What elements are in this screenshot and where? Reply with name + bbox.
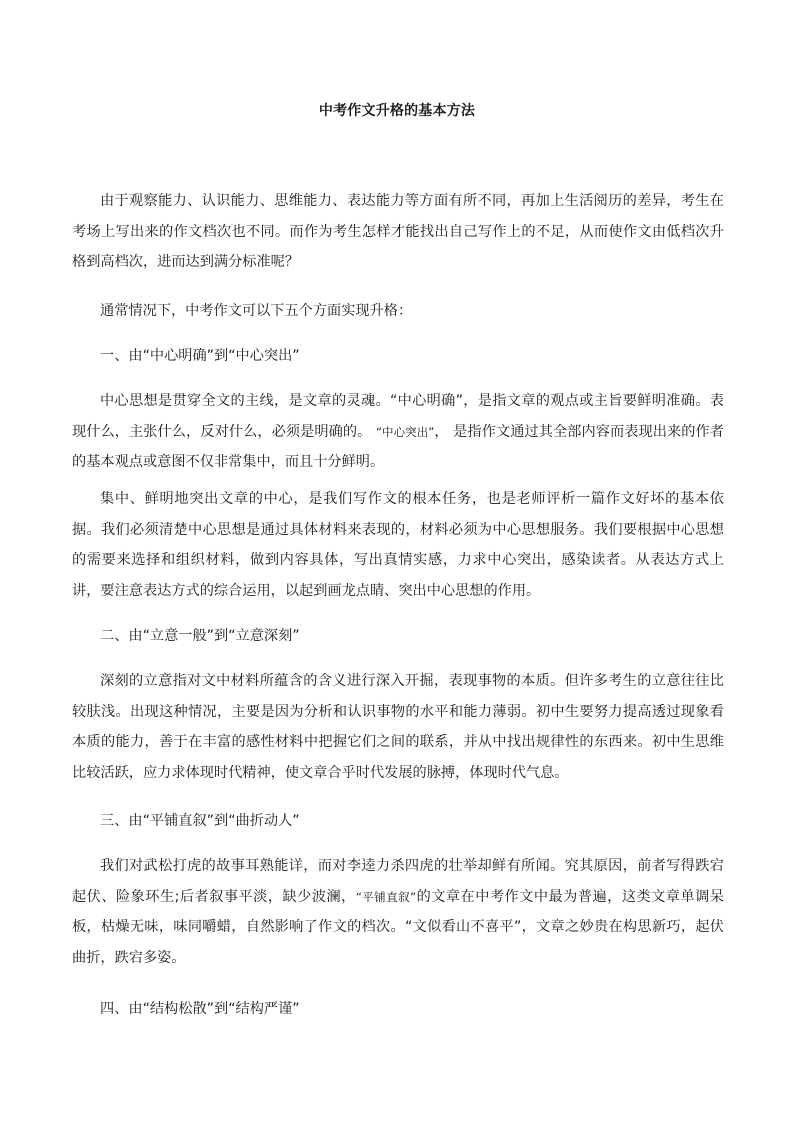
section-3-p1-quote: “平铺直叙” xyxy=(355,889,417,904)
overview-line: 通常情况下，中考作文可以下五个方面实现升格： xyxy=(100,303,413,319)
section-4-heading: 四、由“结构松散”到“结构严谨” xyxy=(100,1001,300,1017)
section-1-p1-text-a: 中心思想是贯穿全文的主线，是文章的灵魂。“中心明确”，是指文章的观点或主旨要鲜明准确。表现什么，主张什么，反对什么，必须是明确的。 xyxy=(72,393,724,440)
section-2-paragraph-1: 深刻的立意指对文中材料所蕴含的含义进行深入开掘，表现事物的本质。但许多考生的立意往往比较肤浅。出现这种情况，主要是因为分析和认识事物的水平和能力薄弱。初中生要努力提高透过现象看本质的能力，善于在丰富的感性材料中把握它们之间的联系，并从中找出规律性的东西来。初中生思维比较活跃，应力求体现时代精神，使文章合乎时代发展的脉搏，体现时代气息。 xyxy=(72,673,724,781)
intro-paragraph: 由于观察能力、认识能力、思维能力、表达能力等方面有所不同，再加上生活阅历的差异，考生在考场上写出来的作文档次也不同。而作为考生怎样才能找出自己写作上的不足，从而使作文由低档次升格到高档次，进而达到满分标准呢？ xyxy=(72,193,724,270)
section-1-paragraph-1 xyxy=(72,386,724,478)
page-title: 中考作文升格的基本方法 xyxy=(318,103,476,119)
section-1-p1-text-b: ， 是指作文通过其全部内容而表现出来的作者的基本观点或意图不仅非常集中，而且十分鲜明。 xyxy=(72,423,724,470)
section-3-p1-text-a: 我们对武松打虎的故事耳熟能详，而对李逵力杀四虎的壮举却鲜有所闻。究其原因，前者写得跌宕起伏、险象环生;后者叙事平淡，缺少波澜， xyxy=(72,858,724,905)
section-3-heading: 三、由“平铺直叙”到“曲折动人” xyxy=(100,813,300,829)
section-2-heading: 二、由“立意一般”到“立意深刻” xyxy=(100,628,300,644)
section-1-heading: 一、由“中心明确”到“中心突出” xyxy=(100,348,300,364)
section-3-paragraph-1 xyxy=(72,851,724,973)
section-1-p1-quote: “中心突出” xyxy=(376,424,435,439)
section-3-p1-text-b: 的文章在中考作文中最为普遍，这类文章单调呆板，枯燥无味，味同嚼蜡，自然影响了作文的档次。“文似看山不喜平”，文章之妙贵在构思新巧，起伏曲折，跌宕多姿。 xyxy=(72,888,724,966)
section-1-paragraph-2: 集中、鲜明地突出文章的中心，是我们写作文的根本任务，也是老师评析一篇作文好坏的基本依据。我们必须清楚中心思想是通过具体材料来表现的，材料必须为中心思想服务。我们要根据中心思想的需要来选择和组织材料，做到内容具体，写出真情实感，力求中心突出，感染读者。从表达方式上讲，要注意表达方式的综合运用，以起到画龙点睛、突出中心思想的作用。 xyxy=(72,491,724,599)
